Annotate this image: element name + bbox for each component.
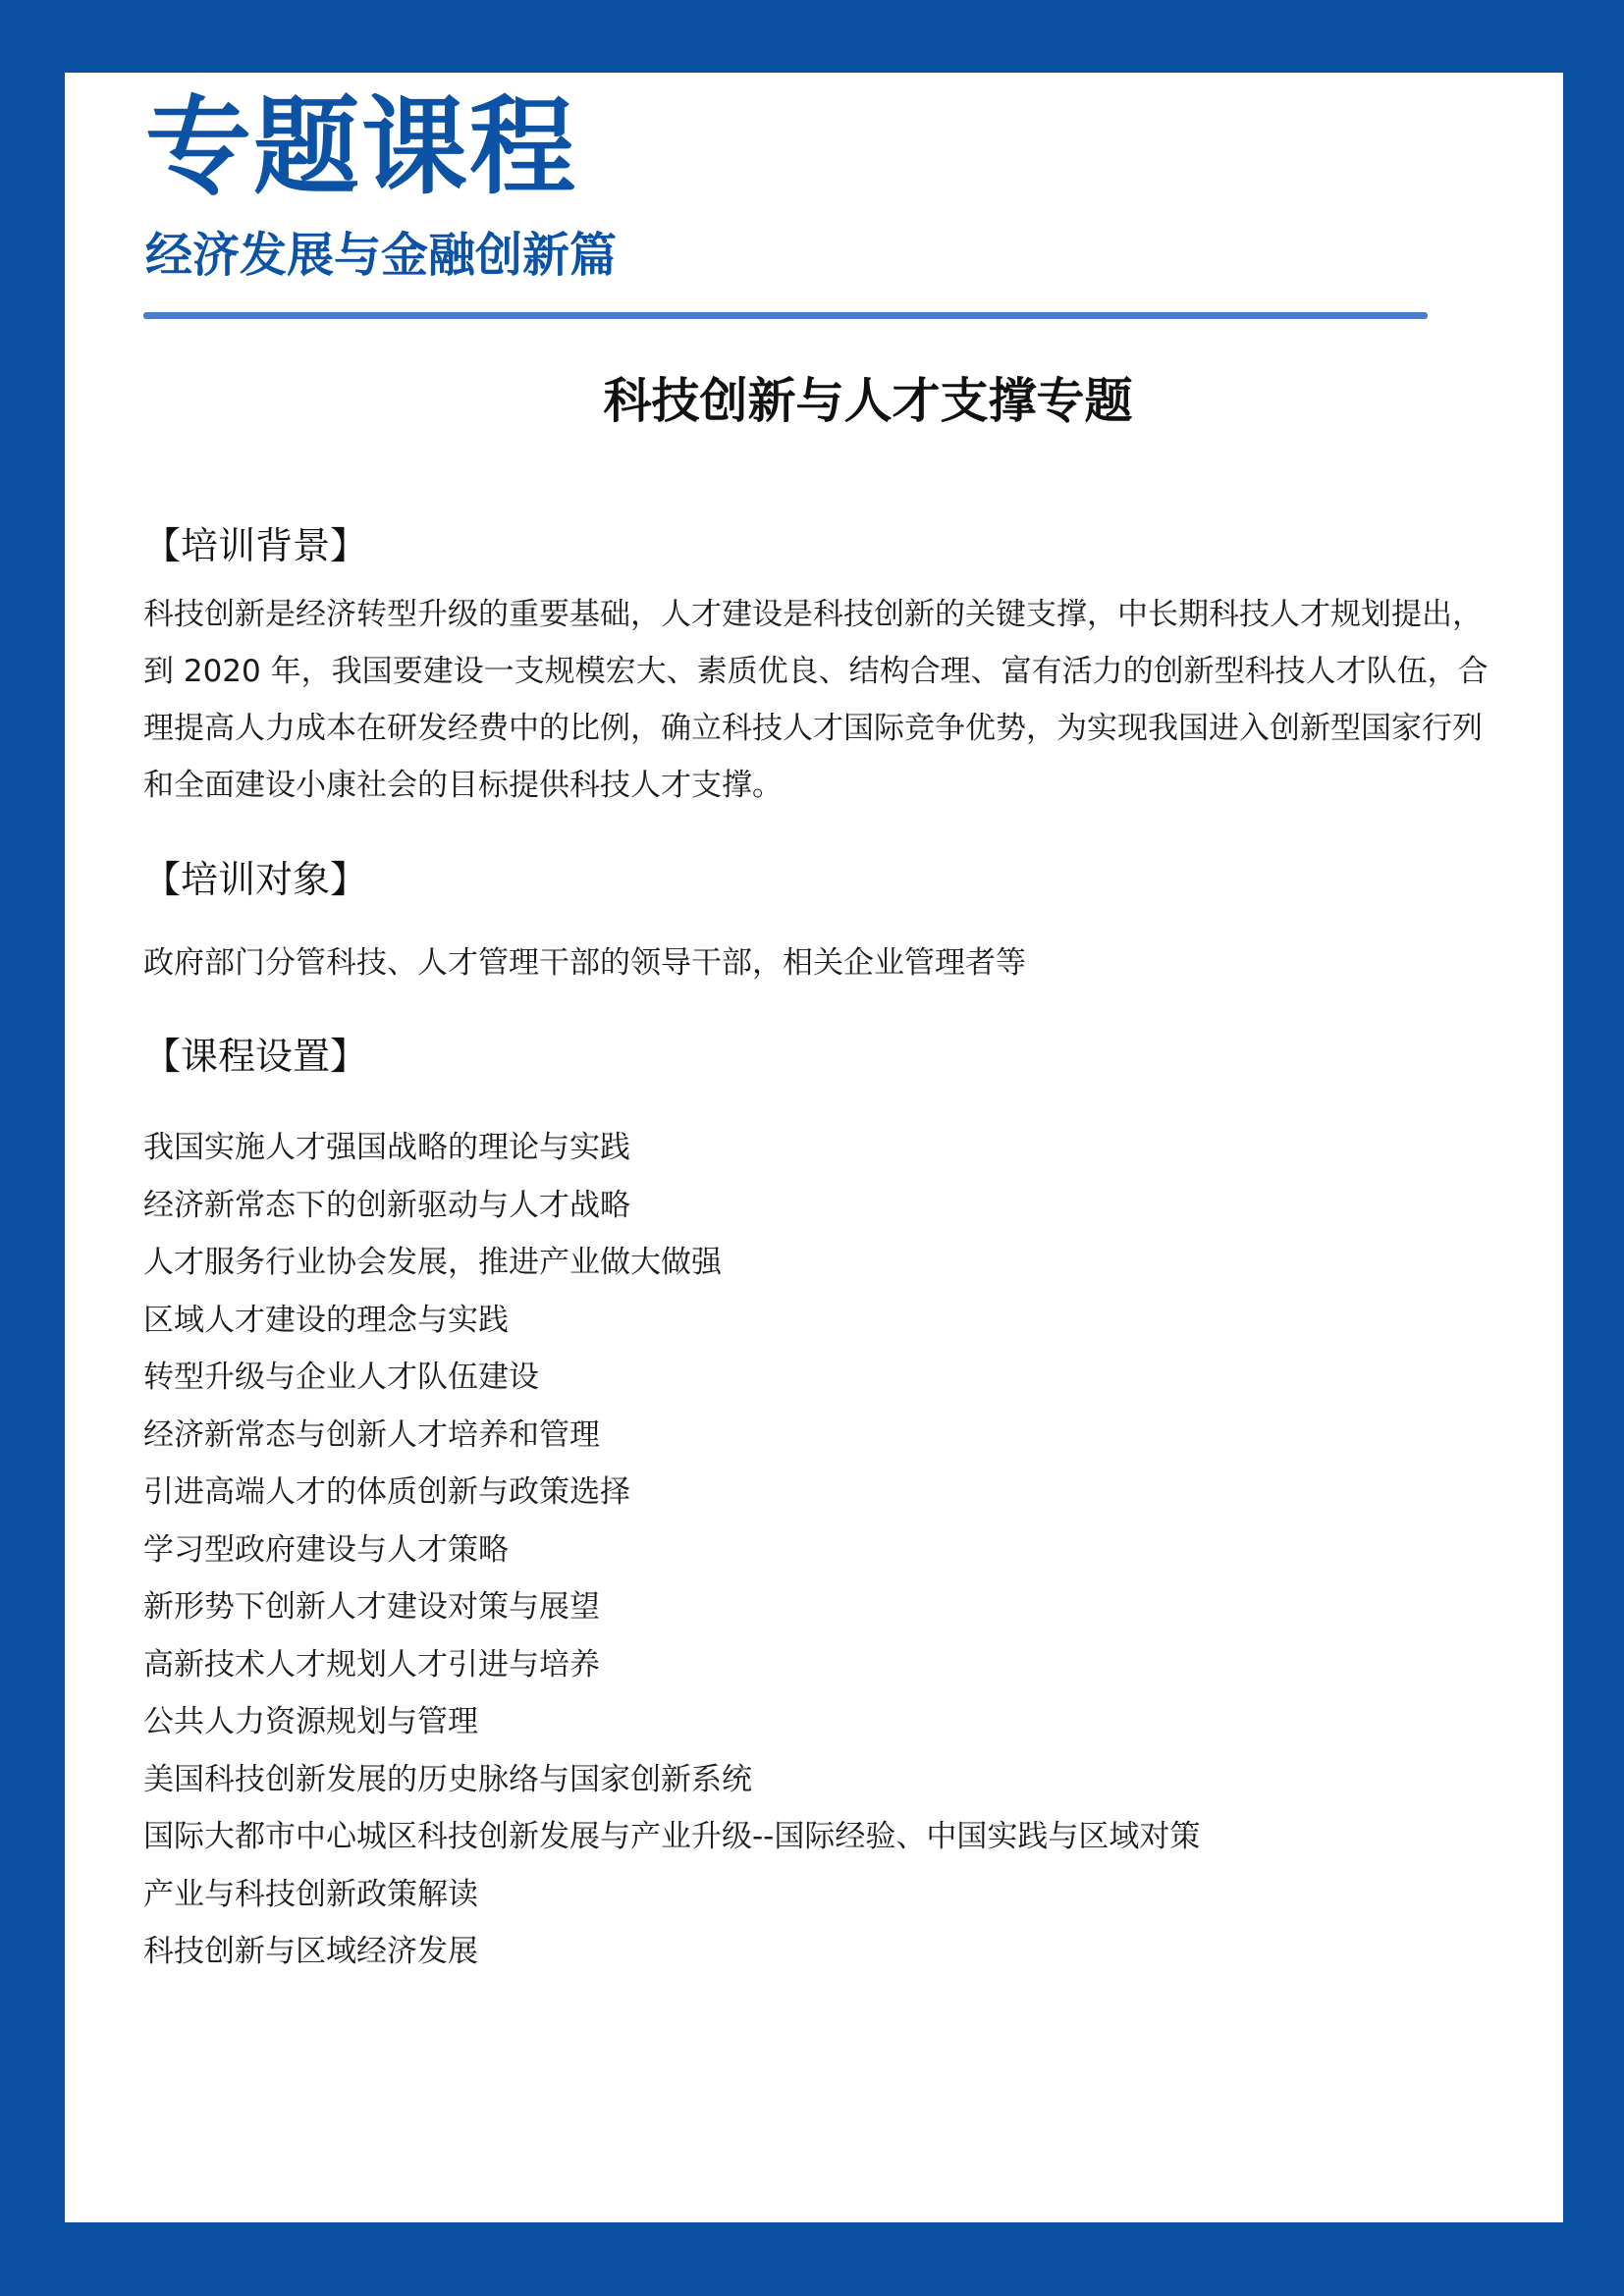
background-paragraph: 科技创新是经济转型升级的重要基础，人才建设是科技创新的关键支撑，中长期科技人才规划提出，到 2020 年，我国要建设一支规模宏大、素质优良、结构合理、富有活力的创新型科技人才队伍，合理提高人力成本在研发经费中的比例，确立科技人才国际竞争优势，为实现我国进入创新型国家行列和全面建设小康社会的目标提供科技人才支撑。 — [143, 597, 1489, 803]
audience-paragraph: 政府部门分管科技、人才管理干部的领导干部，相关企业管理者等 — [143, 945, 1026, 981]
course-item: 公共人力资源规划与管理 — [143, 1704, 478, 1739]
course-item: 经济新常态下的创新驱动与人才战略 — [143, 1187, 630, 1223]
course-item: 学习型政府建设与人才策略 — [143, 1531, 509, 1568]
course-item: 经济新常态与创新人才培养和管理 — [143, 1416, 600, 1453]
course-item: 美国科技创新发展的历史脉络与国家创新系统 — [143, 1761, 752, 1797]
header-divider — [143, 312, 1428, 319]
page-title: 专题课程 — [145, 86, 578, 209]
course-list — [143, 1119, 1200, 1981]
course-item: 我国实施人才强国战略的理论与实践 — [143, 1130, 630, 1165]
page-subtitle: 经济发展与金融创新篇 — [145, 228, 618, 283]
background-heading: 【培训背景】 — [143, 524, 368, 567]
topic-title: 科技创新与人才支撑专题 — [603, 373, 1133, 429]
course-item: 新形势下创新人才建设对策与展望 — [143, 1589, 600, 1625]
course-item: 国际大都市中心城区科技创新发展与产业升级--国际经验、中国实践与区域对策 — [143, 1819, 1201, 1854]
course-item: 区域人才建设的理念与实践 — [143, 1302, 509, 1338]
courses-heading: 【课程设置】 — [143, 1035, 368, 1078]
course-item: 科技创新与区域经济发展 — [143, 1934, 478, 1969]
course-item: 高新技术人才规划人才引进与培养 — [143, 1646, 600, 1682]
audience-heading: 【培训对象】 — [143, 858, 368, 901]
course-item: 转型升级与企业人才队伍建设 — [143, 1360, 539, 1395]
course-item: 引进高端人才的体质创新与政策选择 — [143, 1474, 630, 1510]
course-item: 人才服务行业协会发展，推进产业做大做强 — [143, 1245, 722, 1280]
page-sheet — [65, 73, 1563, 2222]
course-item: 产业与科技创新政策解读 — [143, 1876, 478, 1912]
